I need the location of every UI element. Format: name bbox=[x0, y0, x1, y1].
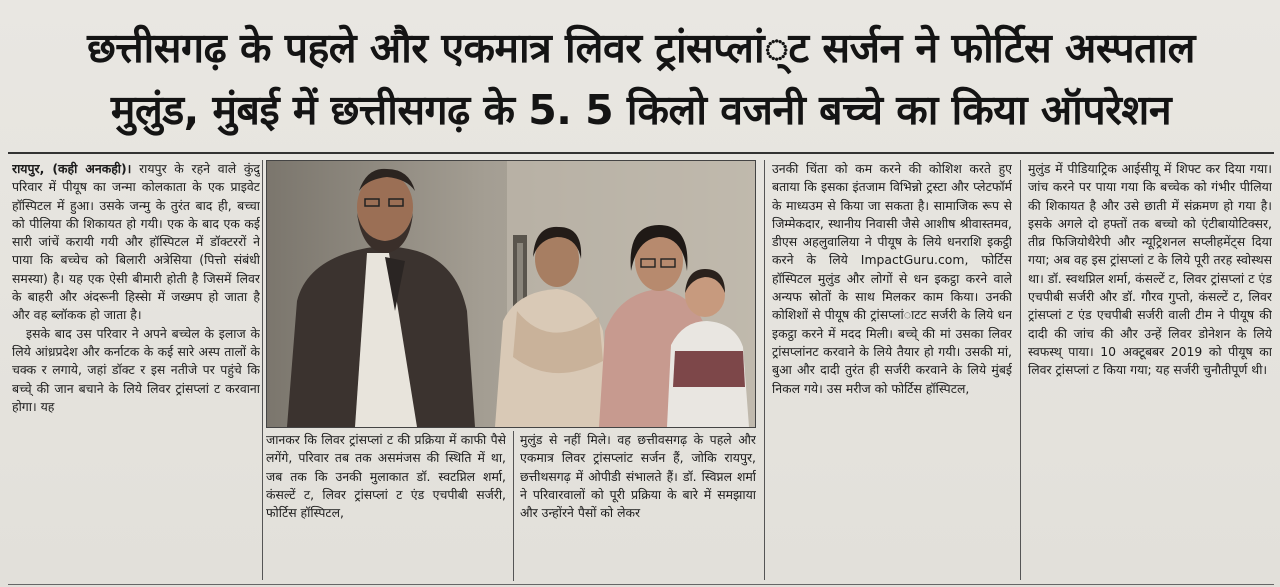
article-column-4 bbox=[772, 160, 1012, 580]
article-column-5 bbox=[1028, 160, 1272, 580]
column-divider bbox=[513, 431, 514, 581]
bottom-rule bbox=[8, 584, 1274, 585]
photo-illustration bbox=[267, 161, 755, 427]
dateline: रायपुर, (कही अनकही)। bbox=[12, 161, 132, 176]
article-column-2 bbox=[266, 431, 506, 581]
article-paragraph-2: इसके बाद उस परिवार ने अपने बच्चेल के इलाज के लिये आंध्रप्रदेश और कर्नाटक के कई सारे अस्प तालों के चक्क र लगाये, जहां डॉक्ट र इस नतीजे पर पहुंचे कि बच्चे् की जान बचाने के लिये लिवर ट्रांसप्लां ट करवाना होगा। यह bbox=[12, 325, 260, 414]
headline-line-1: छत्तीसगढ़ के पहले और एकमात्र लिवर ट्रांसप्लां्ट सर्जन ने फोर्टिस अस्पताल bbox=[87, 24, 1195, 72]
article-paragraph-1 bbox=[12, 160, 260, 325]
column-divider bbox=[262, 160, 263, 580]
headline-rule bbox=[8, 152, 1274, 154]
headline-line-2: मुलुंड, मुंबई में छत्तीसगढ़ के 5. 5 किलो वजनी बच्चे का किया ऑपरेशन bbox=[110, 86, 1172, 134]
article-column-1 bbox=[12, 160, 260, 580]
column-3-text: मुलुंड से नहीं मिले। वह छत्तीवसगढ़ के पहले और एकमात्र लिवर ट्रांसप्लांट सर्जन हैं, जोकि रायपुर, छत्तीथसगढ़ में ओपीडी संभालते हैं। डॉ. स्विप्नल शर्मा ने परिवारवालों को पूरी प्रक्रिया के बारे में समझाया और उन्होंरने पैसों को लेकर bbox=[520, 432, 756, 521]
article-column-3 bbox=[520, 431, 756, 581]
paragraph-1-text: रायपुर के रहने वाले कुंदु परिवार में पीयूष का जन्मा कोलकाता के एक प्राइवेट हॉस्पिटल में हुआ। उसके जन्मु के तुरंत बाद ही, बच्चा को पीलिया की शिकायत हो गयी। एक के बाद एक कई सारी जांचें करायी गयी और हॉस्पिटल में डॉक्टररों ने पाया कि बच्चेच को बिलारी अत्रेसिया (पित्तो संबंधी समस्या) है। यह एक ऐसी बीमारी होती है जिसमें लिवर के बाहरी और अंदरूनी हिस्सेा में जख्मप हो जाता है और वह ब्लॉकक हो जाता है। bbox=[12, 161, 260, 323]
column-5-text: मुलुंड में पीडियाट्रिक आईसीयू में शिफ्ट कर दिया गया। जांच करने पर पाया गया कि बच्चेक को गंभीर पीलिया की शिकायत है और उसे छाती में संक्रमण हो गया है। इसके अगले दो हफ्तों तक बच्चो को एंटीबायोटिक्सर, तीव्र फिजियोथैरेपी और न्यूट्रिशनल सप्लीहमेंट्स दिया गया; अब वह इस ट्रांसप्लां ट के लिये पूरी तरह स्वोस्थस था। डॉ. स्वथप्निल शर्मा, कंसल्टें ट, लिवर ट्रांसप्लां ट एंड एचपीबी सर्जरी और डॉ. गौरव गुप्तो, कंसल्टें ट, लिवर ट्रांसप्लां ट एंड एचपीबी सर्जरी वाली टीम ने पीयूष की दादी की जांच की और उन्हें लिवर डोनेशन के लिये स्वफस्थ् पाया। 10 अक्टूबबर 2019 को पीयूष का लिवर ट्रांसप्लां ट किया गया; यह सर्जरी चुनौतीपूर्ण थी। bbox=[1028, 161, 1272, 378]
column-2-text: जानकर कि लिवर ट्रांसप्लां ट की प्रक्रिया में काफी पैसे लगेंगे, परिवार तब तक असमंजस की स्थिति में था, जब तक कि उनकी मुलाकात डॉ. स्वटप्निल शर्मा, कंसल्टें ट, लिवर ट्रांसप्लां ट एंड एचपीबी सर्जरी, फोर्टिस हॉस्पिटल, bbox=[266, 432, 506, 521]
column-divider bbox=[1020, 160, 1021, 580]
news-photo bbox=[266, 160, 756, 428]
column-divider bbox=[764, 160, 765, 580]
column-4-text: उनकी चिंता को कम करने की कोशिश करते हुए बताया कि इसका इंतजाम विभिन्नो ट्रस्टा और प्लेटफॉर्म के माध्यउम से किया जा सकता है। सामाजिक रूप से जिम्मेकदार, स्थानीय निवासी जैसे आशीष श्रीवास्तमव, डीएस अहलुवालिया ने पीयूष के लिये धनराशि इकट्ठी करने के लिये ImpactGuru.com, फोर्टिस हॉस्पिटल मुलुंड और लोगों से धन इकट्ठा करने वाले अन्यफ स्रोतों के साथ मिलकर काम किया। उनकी कोशिशों से पीयूष की ट्रांसप्लांाटट सर्जरी के लिये धन इकट्ठा करने में मदद मिली। बच्चे् की मां उसका लिवर ट्रांसप्लांनट करवाने के लिये तैयार हो गयी। उसकी मां, बुआ और दादी तुरंत ही सर्जरी करवाने के लिये मुंबई निकल गये। उस मरीज को फोर्टिस हॉस्पिटल, bbox=[772, 161, 1012, 396]
